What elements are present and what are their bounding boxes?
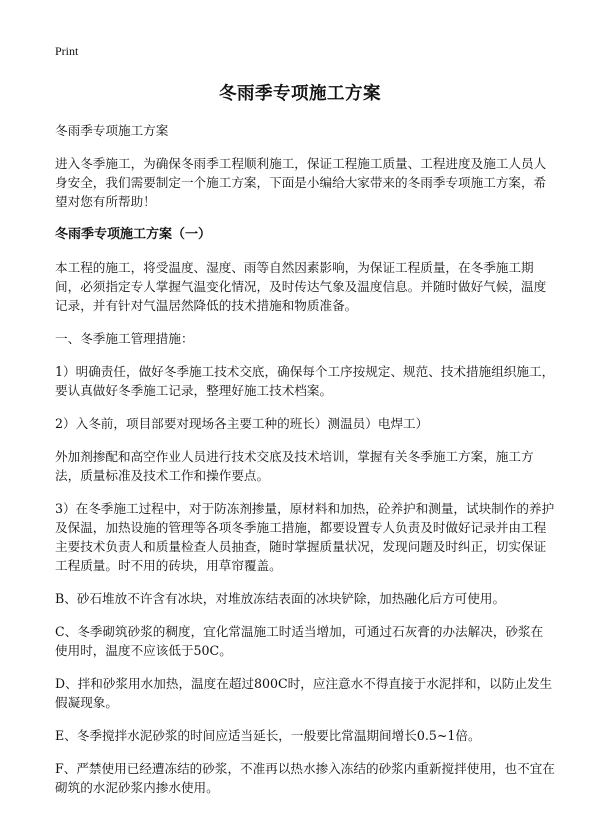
document-title: 冬雨季专项施工方案: [219, 84, 381, 104]
print-label[interactable]: Print: [55, 44, 79, 58]
paragraph: F、严禁使用已经遭冻结的砂浆，不准再以热水掺入冻结的砂浆内重新搅拌使用，也不宜在砌筑的水泥砂浆内掺水使用。: [55, 761, 555, 795]
paragraph: 本工程的施工，将受温度、湿度、雨等自然因素影响，为保证工程质量，在冬季施工期间，必须指定专人掌握气温变化情况，及时传达气象及温度信息。并随时做好气候，温度记录，并有针对气温居然降低的技术措施和物质准备。: [55, 260, 547, 313]
section-heading: 冬雨季专项施工方案（一）: [55, 227, 212, 242]
paragraph: 2）入冬前，项目部要对现场各主要工种的班长）测温员）电焊工）: [55, 416, 429, 431]
document-body: [55, 121, 555, 811]
paragraph: E、冬季搅拌水泥砂浆的时间应适当延长，一般要比常温期间增长0.5~1倍。: [55, 728, 481, 743]
paragraph: 一、冬季施工管理措施：: [55, 331, 194, 346]
paragraph: D、拌和砂浆用水加热，温度在超过800C时，应注意水不得直接于水泥拌和，以防止发生假凝现象。: [55, 676, 553, 710]
document-subtitle: 冬雨季专项施工方案: [55, 123, 169, 138]
paragraph: C、冬季砌筑砂浆的稠度，宜化常温施工时适当增加，可通过石灰膏的办法解决，砂浆在使用时，温度不应该低于50C。: [55, 624, 544, 658]
paragraph: 外加剂掺配和高空作业人员进行技术交底及技术培训，掌握有关冬季施工方案，施工方法，质量标准及技术工作和操作要点。: [55, 449, 534, 483]
intro-paragraph: 进入冬季施工，为确保冬雨季工程顺利施工，保证工程施工质量、工程进度及施工人员人身安全，我们需要制定一个施工方案，下面是小编给大家带来的冬雨季专项施工方案，希望对您有所帮助！: [55, 156, 547, 209]
paragraph: B、砂石堆放不许含有冰块，对堆放冻结表面的冰块铲除，加热融化后方可使用。: [55, 591, 506, 606]
paragraph: 3）在冬季施工过程中，对于防冻剂掺量，原材料和加热，砼养护和测量，试块制作的养护及保温，加热设施的管理等各项冬季施工措施，都要设置专人负责及时做好记录并由工程主要技术负责人和质量检查人员抽查，随时掌握质量状况，发现问题及时纠正，切实保证工程质量。时不用的砖块，用草帘覆盖。: [55, 501, 555, 573]
paragraph: 1）明确责任，做好冬季施工技术交底，确保每个工序按规定、规范、技术措施组织施工，要认真做好冬季施工记录，整理好施工技术档案。: [55, 364, 555, 398]
